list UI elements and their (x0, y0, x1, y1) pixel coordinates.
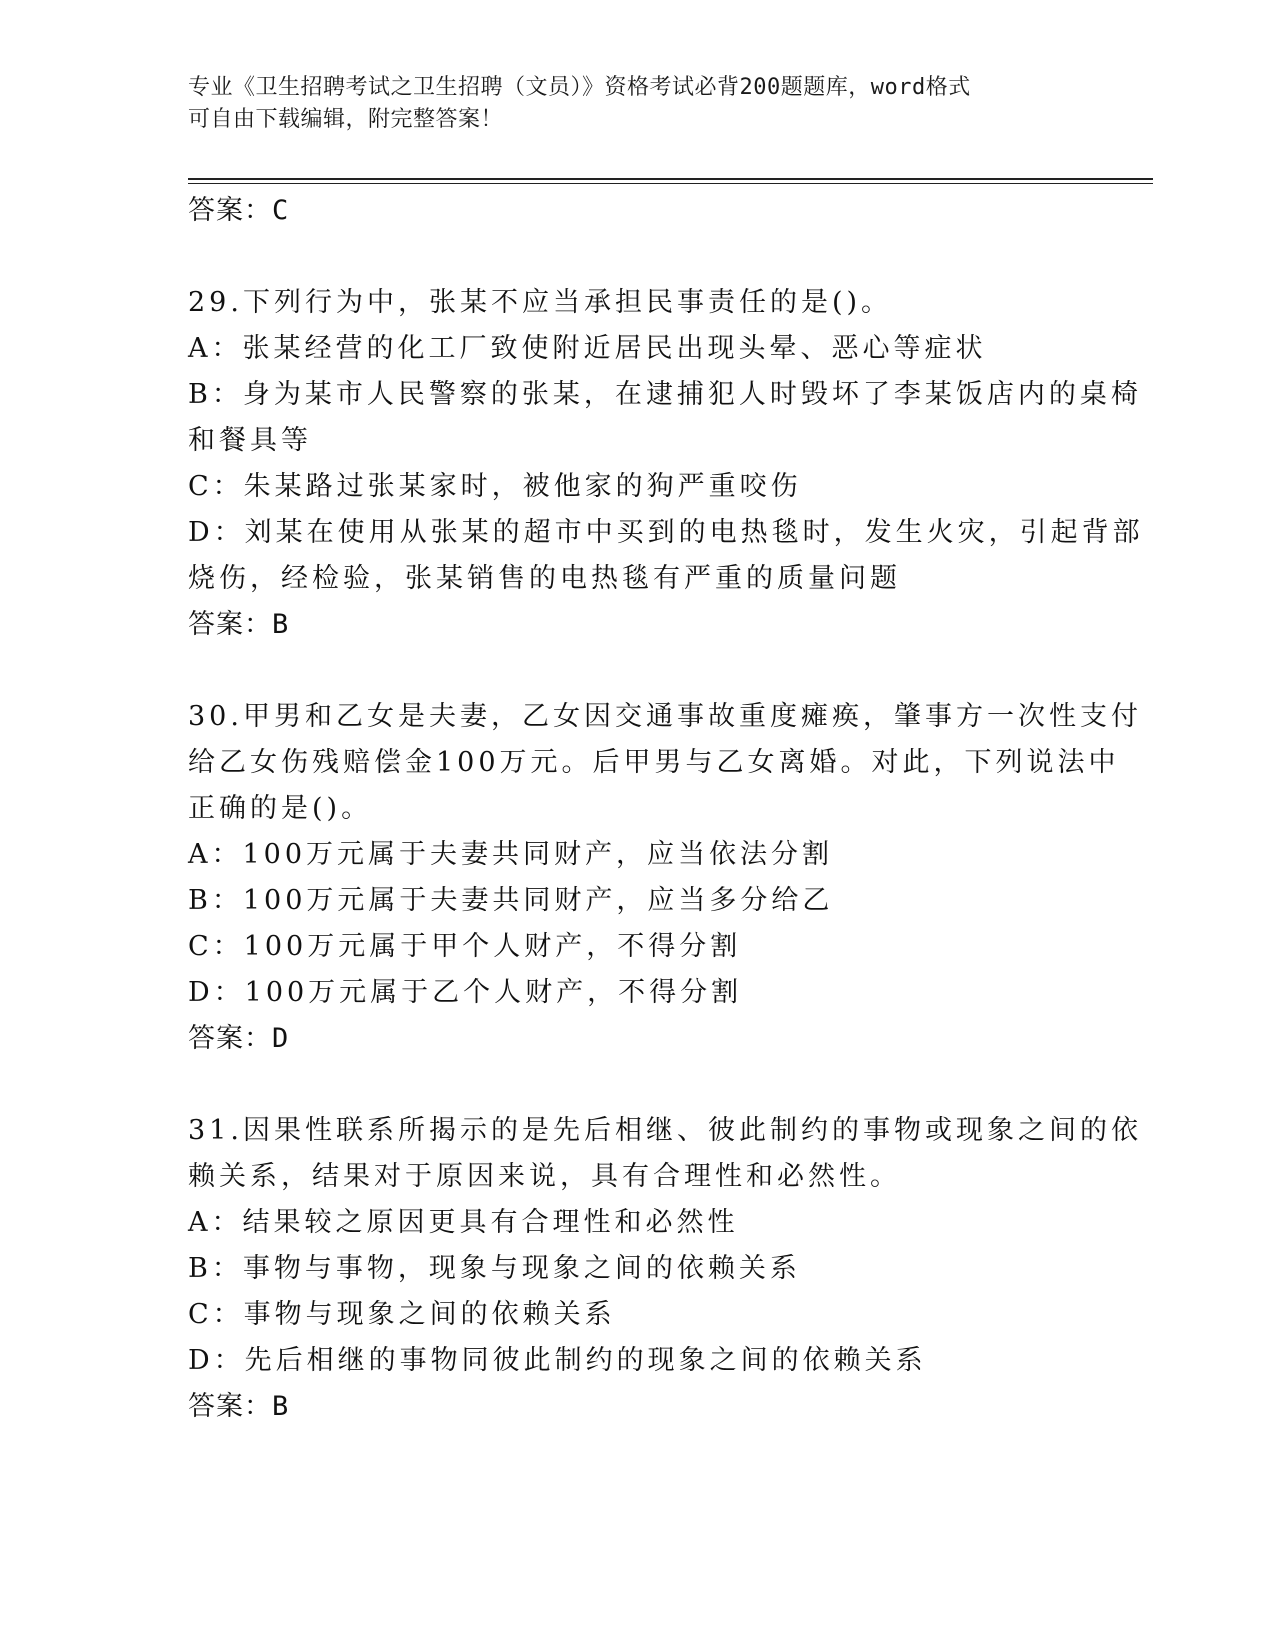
question-stem-continued: 赖关系，结果对于原因来说，具有合理性和必然性。 (188, 1161, 901, 1192)
option-d: D：100万元属于乙个人财产，不得分割 (188, 977, 743, 1008)
option-b: B：100万元属于夫妻共同财产，应当多分给乙 (188, 885, 834, 916)
option-c: C：事物与现象之间的依赖关系 (188, 1299, 616, 1330)
option-d-continued: 烧伤，经检验，张某销售的电热毯有严重的质量问题 (188, 563, 901, 594)
option-b: B：事物与事物，现象与现象之间的依赖关系 (188, 1253, 801, 1284)
question-29 (188, 280, 1144, 648)
question-31 (188, 1108, 1142, 1430)
question-stem: 30.甲男和乙女是夫妻，乙女因交通事故重度瘫痪，肇事方一次性支付 (188, 701, 1142, 732)
question-stem: 29.下列行为中，张某不应当承担民事责任的是()。 (188, 287, 893, 318)
question-stem: 31.因果性联系所揭示的是先后相继、彼此制约的事物或现象之间的依 (188, 1115, 1142, 1146)
option-b: B：身为某市人民警察的张某，在逮捕犯人时毁坏了李某饭店内的桌椅 (188, 379, 1142, 410)
header-line-2: 可自由下载编辑，附完整答案！ (188, 107, 504, 132)
answer: 答案：D (188, 1023, 290, 1054)
option-a: A：结果较之原因更具有合理性和必然性 (188, 1207, 739, 1238)
spacer (188, 1062, 1088, 1108)
document-header (188, 72, 1088, 136)
option-b-continued: 和餐具等 (188, 425, 312, 456)
header-divider-thin (188, 183, 1153, 184)
answer: 答案：B (188, 609, 290, 640)
option-c: C：100万元属于甲个人财产，不得分割 (188, 931, 742, 962)
header-line-1: 专业《卫生招聘考试之卫生招聘（文员）》资格考试必背200题题库，word格式 (188, 75, 971, 100)
question-stem-continued: 正确的是()。 (188, 793, 373, 824)
option-a: A：100万元属于夫妻共同财产，应当依法分割 (188, 839, 834, 870)
document-body (188, 188, 1144, 1430)
previous-answer: 答案：C (188, 195, 290, 226)
spacer (188, 234, 1088, 280)
question-30 (188, 694, 1142, 1062)
option-c: C：朱某路过张某家时，被他家的狗严重咬伤 (188, 471, 802, 502)
question-stem-continued: 给乙女伤残赔偿金100万元。后甲男与乙女离婚。对此，下列说法中 (188, 747, 1120, 778)
option-a: A：张某经营的化工厂致使附近居民出现头晕、恶心等症状 (188, 333, 987, 364)
spacer (188, 648, 1088, 694)
header-divider-thick (188, 178, 1153, 180)
option-d: D：先后相继的事物同彼此制约的现象之间的依赖关系 (188, 1345, 927, 1376)
answer: 答案：B (188, 1391, 290, 1422)
option-d: D：刘某在使用从张某的超市中买到的电热毯时，发生火灾，引起背部 (188, 517, 1144, 548)
